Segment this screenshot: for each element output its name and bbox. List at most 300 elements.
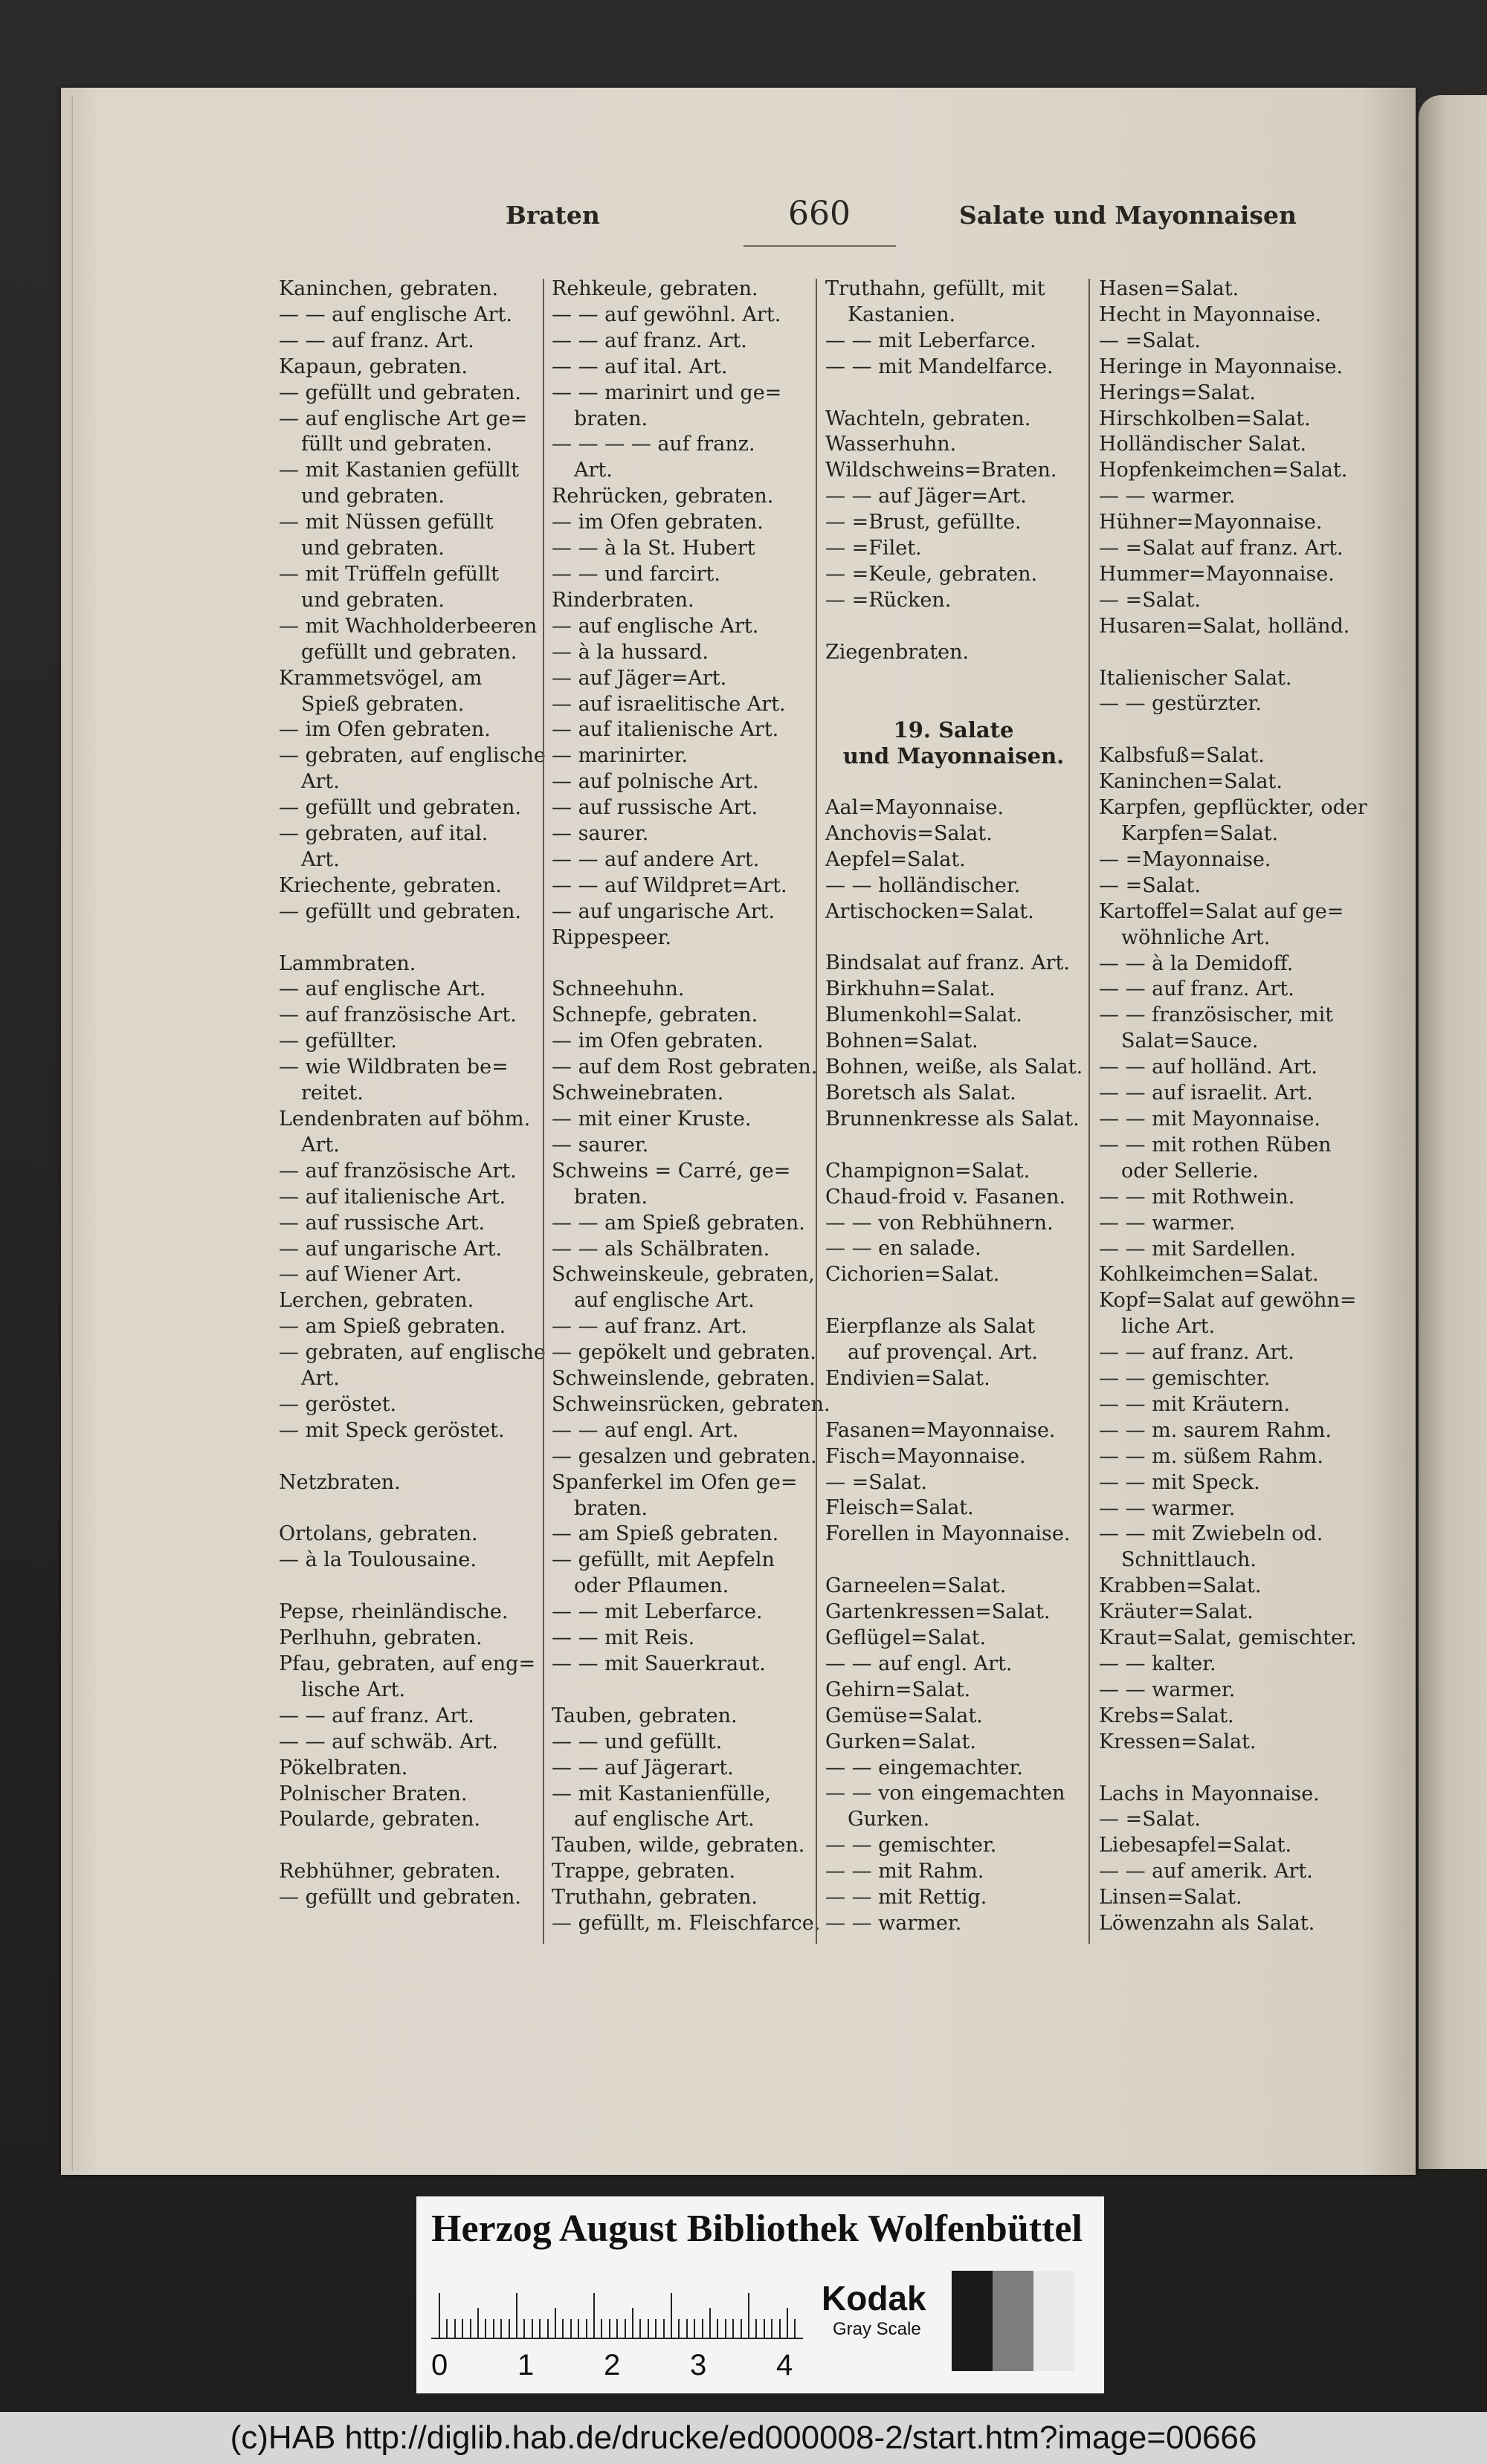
index-entry — [1099, 1237, 1344, 1263]
index-entry — [552, 1418, 808, 1444]
ruler-tick — [632, 2308, 633, 2338]
index-entry — [825, 1885, 1082, 1911]
index-entry — [825, 1756, 1082, 1782]
index-entry — [1099, 355, 1344, 381]
entry-text: Linsen=Salat. — [1099, 1886, 1242, 1910]
spacer — [1099, 640, 1344, 666]
section-heading-line: und Mayonnaisen. — [842, 743, 1065, 769]
index-entry — [552, 925, 808, 951]
entry-text: Garneelen=Salat. — [825, 1574, 1007, 1598]
index-column-3 — [825, 277, 1082, 1937]
index-entry — [552, 1885, 808, 1911]
entry-text: — =Keule, gebraten. — [825, 562, 1038, 586]
entry-text: — gebraten, auf englische — [279, 1341, 546, 1365]
entry-text: — =Filet. — [825, 537, 922, 560]
entry-continuation: und gebraten. — [301, 588, 445, 612]
entry-text: — auf russische Art. — [279, 1211, 486, 1235]
ruler-tick — [500, 2319, 502, 2338]
entry-text: Bohnen, weiße, als Salat. — [825, 1055, 1083, 1079]
index-entry — [825, 1522, 1082, 1548]
spacer — [825, 925, 1082, 951]
entry-text: — — holländischer. — [825, 873, 1021, 897]
index-entry — [552, 588, 808, 614]
index-entry — [279, 1003, 535, 1029]
entry-continuation: auf englische Art. — [574, 1808, 755, 1831]
entry-text: — marinirter. — [552, 744, 688, 768]
index-entry — [552, 1600, 808, 1626]
index-entry — [279, 1626, 535, 1652]
entry-text: Aal=Mayonnaise. — [825, 796, 1004, 820]
entry-text: Ziegenbraten. — [825, 640, 970, 664]
index-entry — [279, 1730, 535, 1756]
index-entry — [279, 303, 535, 329]
ruler-tick — [639, 2319, 641, 2338]
index-entry — [1099, 1185, 1344, 1211]
index-entry — [279, 795, 535, 821]
index-entry — [825, 536, 1082, 562]
column-divider — [1088, 279, 1090, 1944]
index-entry — [825, 1574, 1082, 1600]
entry-text: — à la Toulousaine. — [279, 1548, 477, 1572]
entry-text: — — gestürzter. — [1099, 692, 1262, 716]
entry-text: — im Ofen gebraten. — [552, 511, 764, 534]
gray-scale-label: Gray Scale — [833, 2319, 921, 2339]
spacer — [1099, 717, 1344, 743]
index-entry — [1099, 666, 1344, 692]
index-entry — [1099, 484, 1344, 510]
index-entry — [1099, 1262, 1344, 1288]
copyright-url-bar: (c)HAB http://diglib.hab.de/drucke/ed000008-2/start.htm?image=00666 — [0, 2412, 1487, 2464]
index-entry — [279, 1418, 535, 1444]
ruler-tick — [702, 2319, 703, 2338]
entry-continuation: Art. — [301, 770, 340, 794]
entry-text: — — kalter. — [1099, 1652, 1216, 1675]
entry-text: — — von eingemachten — [825, 1782, 1065, 1805]
index-entry — [279, 1237, 535, 1263]
index-entry — [279, 1392, 535, 1418]
entry-text: Hopfenkeimchen=Salat. — [1099, 459, 1348, 482]
entry-text: Pfau, gebraten, auf eng= — [279, 1652, 536, 1675]
entry-continuation: gefüllt und gebraten. — [301, 640, 517, 664]
index-entry — [1099, 1107, 1344, 1133]
index-entry — [825, 1833, 1082, 1859]
entry-continuation: Gurken. — [848, 1808, 930, 1831]
entry-text: Rippespeer. — [552, 925, 672, 949]
entry-text: — =Salat. — [1099, 588, 1201, 612]
ruler-tick — [454, 2319, 456, 2338]
index-entry — [1099, 536, 1344, 562]
entry-text: Trappe, gebraten. — [552, 1860, 736, 1883]
ruler-tick — [686, 2319, 688, 2338]
ruler-tick — [532, 2319, 533, 2338]
entry-text: Polnischer Braten. — [279, 1782, 468, 1805]
entry-text: Eierpflanze als Salat — [825, 1315, 1036, 1339]
index-entry — [279, 1885, 535, 1911]
entry-text: — — mit Speck. — [1099, 1470, 1260, 1494]
index-entry — [1099, 1211, 1344, 1237]
index-entry — [1099, 381, 1344, 407]
entry-text: — — gemischter. — [825, 1834, 997, 1857]
spacer — [279, 1444, 535, 1470]
index-entry — [279, 458, 535, 510]
ruler-tick — [509, 2319, 510, 2338]
ruler-tick — [439, 2293, 440, 2338]
entry-text: — — m. süßem Rahm. — [1099, 1444, 1323, 1468]
index-entry — [1099, 795, 1367, 847]
entry-text: — — am Spieß gebraten. — [552, 1211, 805, 1235]
index-entry — [1099, 1288, 1357, 1340]
entry-text: Hirschkolben=Salat. — [1099, 407, 1311, 430]
index-entry — [825, 873, 1082, 899]
entry-text: — auf englische Art. — [279, 977, 486, 1001]
entry-text: — — mit Rothwein. — [1099, 1185, 1295, 1209]
page-edge — [71, 97, 80, 2170]
entry-text: Chaud-froid v. Fasanen. — [825, 1185, 1066, 1209]
index-entry — [279, 1340, 546, 1392]
index-entry — [279, 1782, 535, 1808]
index-entry — [825, 1418, 1082, 1444]
index-entry — [279, 1704, 535, 1730]
index-entry — [552, 1522, 808, 1548]
entry-text: — auf polnische Art. — [552, 770, 759, 794]
index-entry — [552, 1133, 808, 1159]
entry-text: — =Salat. — [1099, 1808, 1201, 1831]
index-entry — [1099, 1340, 1344, 1366]
entry-text: — — auf Wildpret=Art. — [552, 873, 787, 897]
index-entry — [279, 873, 535, 899]
entry-text: — — warmer. — [1099, 1678, 1236, 1701]
entry-text: Poularde, gebraten. — [279, 1808, 481, 1831]
entry-text: Truthahn, gefüllt, mit — [825, 277, 1045, 300]
entry-text: Rebhühner, gebraten. — [279, 1860, 501, 1883]
index-entry — [279, 1055, 535, 1107]
index-entry — [279, 355, 535, 381]
spacer — [279, 1496, 535, 1522]
index-entry — [1099, 1133, 1344, 1185]
ruler-tick — [601, 2319, 602, 2338]
index-entry — [552, 666, 808, 692]
entry-text: — à la hussard. — [552, 640, 709, 664]
index-entry — [1099, 1496, 1344, 1522]
entry-text: — =Salat. — [1099, 329, 1201, 352]
entry-text: — wie Wildbraten be= — [279, 1055, 509, 1079]
index-entry — [825, 1055, 1082, 1081]
index-entry — [1099, 1911, 1344, 1937]
ruler-tick — [764, 2319, 765, 2338]
index-entry — [1099, 1081, 1344, 1107]
spacer — [1099, 1756, 1344, 1782]
index-entry — [1099, 1885, 1344, 1911]
entry-text: — — auf franz. Art. — [279, 329, 474, 352]
spacer — [825, 691, 1082, 717]
entry-text: Kopf=Salat auf gewöhn= — [1099, 1289, 1357, 1313]
entry-continuation: liche Art. — [1121, 1315, 1216, 1339]
entry-text: — geröstet. — [279, 1392, 397, 1416]
index-entry — [825, 899, 1082, 925]
index-entry — [825, 1652, 1082, 1678]
index-entry — [552, 1366, 816, 1392]
index-entry — [552, 1704, 808, 1730]
entry-text: — im Ofen gebraten. — [279, 718, 491, 742]
entry-text: Kohlkeimchen=Salat. — [1099, 1263, 1319, 1287]
entry-text: Kressen=Salat. — [1099, 1730, 1257, 1753]
entry-continuation: füllt und gebraten. — [301, 433, 493, 456]
entry-text: — — mit Rettig. — [825, 1886, 987, 1910]
index-entry — [825, 1781, 1082, 1833]
entry-text: Schweins = Carré, ge= — [552, 1159, 791, 1183]
entry-text: Gehirn=Salat. — [825, 1678, 971, 1701]
index-entry — [279, 1314, 535, 1340]
index-entry — [552, 1782, 808, 1834]
entry-text: — auf französische Art. — [279, 1159, 517, 1183]
index-entry — [825, 1236, 1082, 1262]
entry-text: — mit Kastanien gefüllt — [279, 459, 520, 482]
entry-text: — gefüllt und gebraten. — [279, 1886, 521, 1910]
entry-text: — — auf franz. Art. — [552, 329, 747, 352]
index-entry — [825, 277, 1082, 329]
entry-continuation: braten. — [574, 1496, 648, 1520]
entry-text: — auf italienische Art. — [279, 1185, 506, 1209]
index-entry — [552, 562, 808, 588]
index-entry — [825, 1600, 1082, 1626]
index-entry — [279, 1652, 535, 1704]
index-entry — [552, 1444, 817, 1470]
entry-continuation: Art. — [301, 1367, 340, 1391]
index-entry — [1099, 899, 1344, 951]
entry-text: — gepökelt und gebraten. — [552, 1341, 816, 1365]
entry-text: Wachteln, gebraten. — [825, 407, 1031, 430]
index-entry — [279, 562, 535, 614]
index-entry — [552, 1340, 816, 1366]
entry-continuation: reitet. — [301, 1081, 364, 1105]
entry-text: Hühner=Mayonnaise. — [1099, 511, 1323, 534]
entry-text: Birkhuhn=Salat. — [825, 977, 996, 1001]
index-entry — [825, 1003, 1082, 1029]
entry-text: Netzbraten. — [279, 1470, 401, 1494]
ruler-scale — [431, 2286, 803, 2339]
index-entry — [552, 769, 808, 795]
index-entry — [552, 1730, 808, 1756]
ruler-tick — [470, 2319, 471, 2338]
spacer — [825, 381, 1082, 407]
entry-text: — auf russische Art. — [552, 796, 758, 820]
ruler-tick — [779, 2319, 781, 2338]
entry-text: — =Brust, gefüllte. — [825, 511, 1022, 534]
gray-patch — [952, 2271, 993, 2371]
index-entry — [1099, 691, 1344, 717]
entry-text: Geflügel=Salat. — [825, 1626, 987, 1649]
index-entry — [825, 1107, 1082, 1133]
entry-text: — saurer. — [552, 822, 649, 846]
index-entry — [1099, 873, 1344, 899]
entry-text: — mit Speck geröstet. — [279, 1418, 505, 1442]
entry-text: — — auf schwäb. Art. — [279, 1730, 499, 1753]
entry-continuation: braten. — [574, 1185, 648, 1209]
index-entry — [825, 1678, 1082, 1704]
index-entry — [825, 407, 1082, 433]
entry-text: — — mit Mayonnaise. — [1099, 1107, 1321, 1131]
entry-text: — auf ungarische Art. — [279, 1237, 503, 1261]
entry-text: — — warmer. — [1099, 485, 1236, 508]
entry-text: Tauben, wilde, gebraten. — [552, 1834, 805, 1857]
ruler-tick — [655, 2319, 657, 2338]
entry-text: Lendenbraten auf böhm. — [279, 1107, 531, 1131]
index-entry — [552, 1211, 808, 1237]
index-entry — [1099, 1418, 1344, 1444]
entry-continuation: Art. — [301, 1133, 340, 1157]
entry-text: Schweinsrücken, gebraten. — [552, 1392, 830, 1416]
ruler-number: 1 — [517, 2349, 535, 2381]
spacer — [279, 1574, 535, 1600]
index-entry — [279, 1262, 535, 1288]
entry-text: Lachs in Mayonnaise. — [1099, 1782, 1320, 1805]
index-entry — [1099, 1782, 1344, 1808]
index-entry — [1099, 1600, 1344, 1626]
entry-text: Husaren=Salat, holländ. — [1099, 614, 1350, 638]
entry-text: — auf englische Art ge= — [279, 407, 528, 430]
index-entry — [1099, 1626, 1357, 1652]
ruler-tick — [555, 2308, 556, 2338]
entry-text: Italienischer Salat. — [1099, 666, 1292, 690]
entry-text: Rehkeule, gebraten. — [552, 277, 758, 300]
entry-text: Krammetsvögel, am — [279, 666, 483, 690]
entry-text: — — à la St. Hubert — [552, 537, 755, 560]
entry-text: — — auf englische Art. — [279, 303, 512, 326]
index-entry — [552, 536, 808, 562]
index-entry — [552, 1548, 808, 1600]
index-entry — [1099, 510, 1344, 536]
entry-text: — — mit Kräutern. — [1099, 1392, 1291, 1416]
entry-text: Lammbraten. — [279, 951, 416, 975]
entry-text: Tauben, gebraten. — [552, 1704, 738, 1727]
ruler-tick — [539, 2319, 541, 2338]
index-entry — [552, 717, 808, 743]
entry-text: — — auf israelit. Art. — [1099, 1081, 1313, 1105]
index-entry — [279, 381, 535, 407]
index-entry — [279, 277, 535, 303]
spacer — [825, 1548, 1082, 1574]
spacer — [825, 666, 1082, 692]
entry-text: — — auf franz. Art. — [1099, 1341, 1294, 1365]
ruler-tick — [562, 2319, 564, 2338]
entry-text: Lerchen, gebraten. — [279, 1289, 474, 1313]
index-entry — [1099, 1392, 1344, 1418]
entry-continuation: auf provençal. Art. — [848, 1341, 1038, 1365]
ruler-tick — [578, 2319, 579, 2338]
entry-text: — mit Wachholderbeeren — [279, 614, 538, 638]
ruler-tick — [523, 2319, 525, 2338]
entry-text: Löwenzahn als Salat. — [1099, 1912, 1315, 1936]
entry-text: — — auf Jäger=Art. — [825, 485, 1027, 508]
entry-continuation: oder Sellerie. — [1121, 1159, 1259, 1183]
index-entry — [1099, 1704, 1344, 1730]
index-entry — [825, 795, 1082, 821]
index-entry — [1099, 743, 1344, 769]
entry-text: — =Salat. — [825, 1470, 927, 1494]
entry-text: Kapaun, gebraten. — [279, 355, 468, 378]
index-entry — [552, 1314, 808, 1340]
index-entry — [825, 1444, 1082, 1470]
index-entry — [825, 1366, 1082, 1392]
entry-text: — — auf ital. Art. — [552, 355, 728, 378]
index-entry — [1099, 847, 1344, 873]
entry-text: — — mit Sardellen. — [1099, 1237, 1296, 1261]
gray-patch — [993, 2271, 1033, 2371]
index-entry — [279, 1522, 535, 1548]
entry-continuation: Art. — [574, 459, 613, 482]
entry-text: Pökelbraten. — [279, 1756, 408, 1779]
entry-text: Hummer=Mayonnaise. — [1099, 562, 1335, 586]
ruler-number: 0 — [431, 2349, 448, 2381]
index-entry — [825, 1704, 1082, 1730]
entry-text: — — auf gewöhnl. Art. — [552, 303, 781, 326]
index-entry — [825, 562, 1082, 588]
index-entry — [552, 381, 808, 433]
ruler-tick — [671, 2293, 672, 2338]
entry-text: Bindsalat auf franz. Art. — [825, 951, 1070, 975]
index-entry — [825, 847, 1082, 873]
entry-text: Spanferkel im Ofen ge= — [552, 1470, 798, 1494]
index-entry — [1099, 1730, 1344, 1756]
gray-patch — [1033, 2271, 1074, 2371]
index-entry — [552, 1392, 830, 1418]
index-entry — [279, 1548, 535, 1574]
index-entry — [1099, 1366, 1344, 1392]
index-entry — [279, 1600, 535, 1626]
ruler-tick — [586, 2319, 587, 2338]
ruler-tick — [741, 2319, 742, 2338]
running-head-right: Salate und Mayonnaisen — [959, 201, 1297, 230]
index-entry — [552, 510, 808, 536]
entry-text: — =Salat. — [1099, 873, 1201, 897]
index-entry — [552, 821, 808, 847]
entry-text: Gartenkressen=Salat. — [825, 1600, 1051, 1624]
entry-text: — — auf holländ. Art. — [1099, 1055, 1317, 1079]
entry-text: Kraut=Salat, gemischter. — [1099, 1626, 1357, 1650]
entry-text: Heringe in Mayonnaise. — [1099, 355, 1344, 378]
ruler-tick — [755, 2319, 757, 2338]
entry-text: — auf ungarische Art. — [552, 899, 775, 923]
entry-text: — gefüllter. — [279, 1029, 397, 1053]
entry-text: Karpfen, gepflückter, oder — [1099, 796, 1367, 820]
index-entry — [825, 1730, 1082, 1756]
entry-text: — — m. saurem Rahm. — [1099, 1418, 1332, 1442]
entry-text: — auf israelitische Art. — [552, 692, 786, 716]
entry-text: Rehrücken, gebraten. — [552, 485, 774, 508]
entry-text: — im Ofen gebraten. — [552, 1029, 764, 1053]
entry-text: — — auf andere Art. — [552, 847, 760, 871]
next-page-edge — [1419, 95, 1487, 2169]
index-entry — [825, 510, 1082, 536]
entry-text: — =Salat auf franz. Art. — [1099, 537, 1344, 560]
index-entry — [279, 743, 546, 795]
entry-text: Ortolans, gebraten. — [279, 1522, 478, 1546]
entry-continuation: Salat=Sauce. — [1121, 1029, 1259, 1053]
entry-text: — — gemischter. — [1099, 1367, 1271, 1391]
index-entry — [552, 795, 808, 821]
index-entry — [552, 1081, 808, 1107]
entry-text: Fasanen=Mayonnaise. — [825, 1418, 1056, 1442]
ruler-tick — [794, 2319, 796, 2338]
index-entry — [552, 1652, 808, 1678]
entry-text: — am Spieß gebraten. — [552, 1522, 779, 1546]
spacer — [552, 951, 808, 977]
color-calibration-card — [416, 2196, 1104, 2393]
index-entry — [825, 821, 1082, 847]
entry-text: — — auf franz. Art. — [552, 1315, 747, 1339]
index-entry — [552, 1626, 808, 1652]
index-entry — [1099, 277, 1344, 303]
